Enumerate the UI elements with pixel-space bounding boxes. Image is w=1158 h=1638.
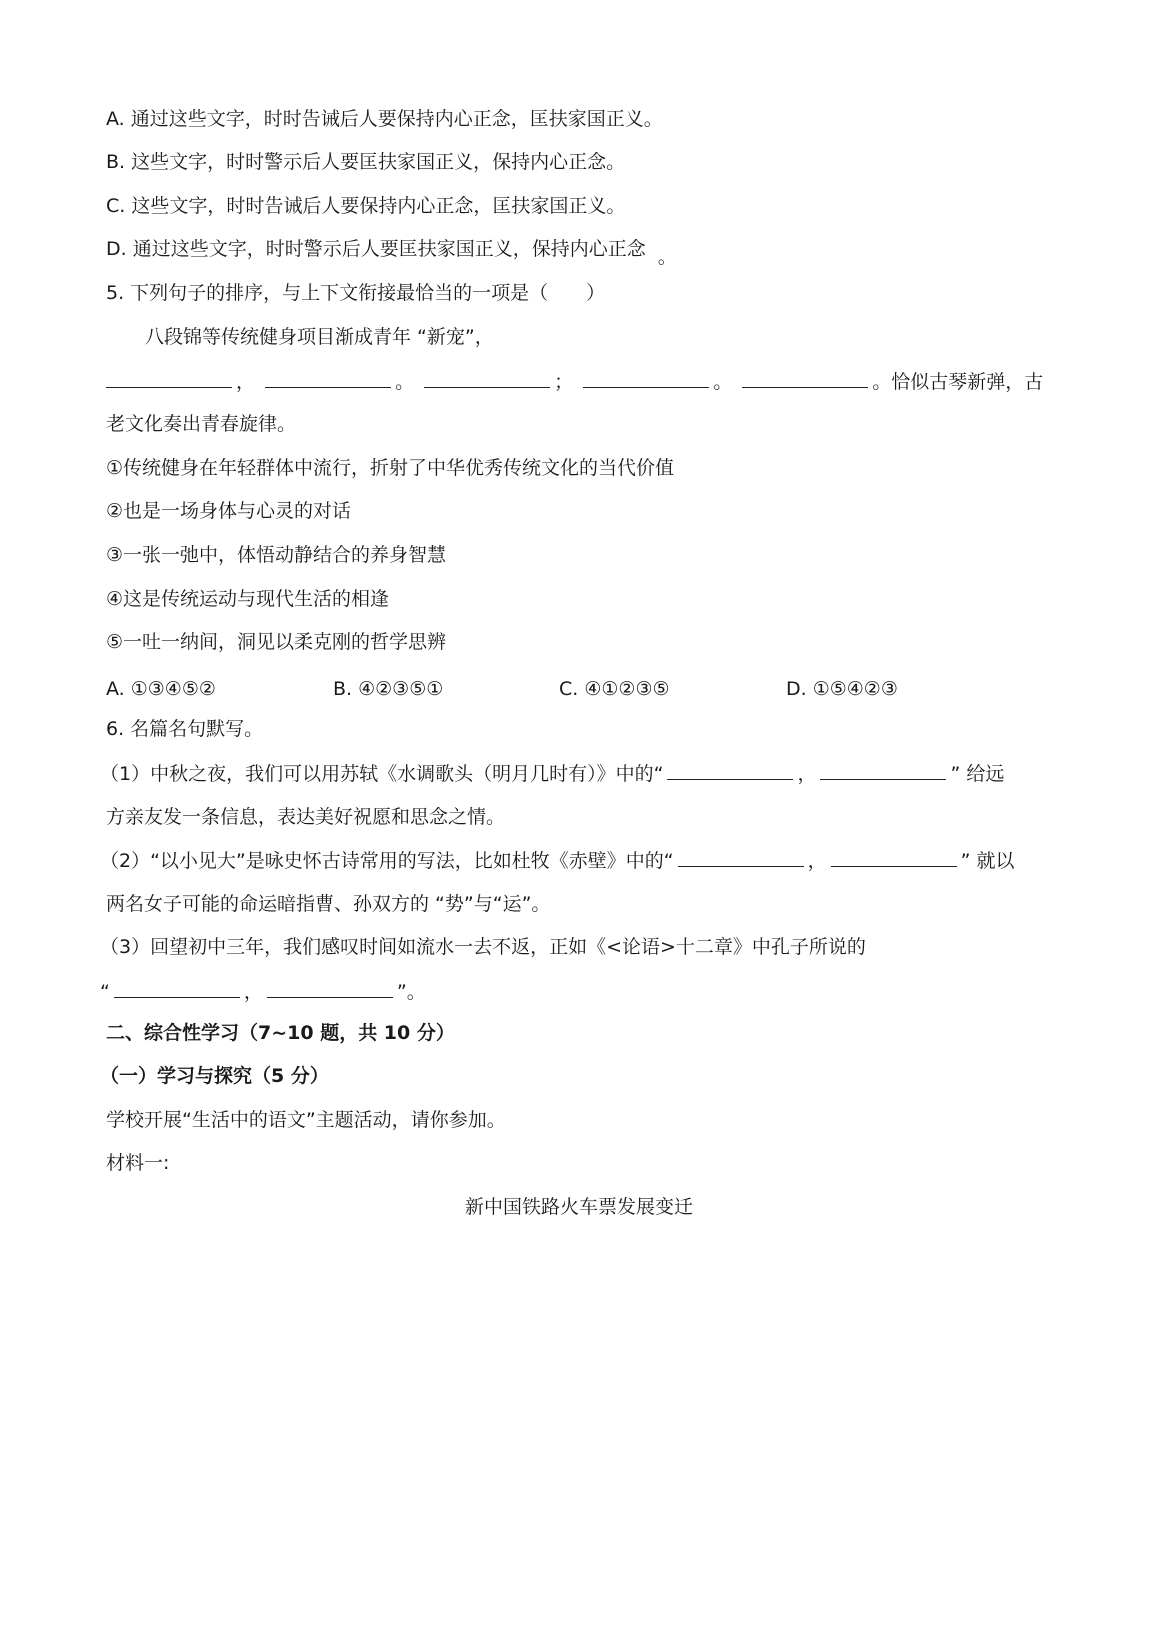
- q6-item-1-text: （1）中秋之夜，我们可以用苏轼《水调歌头（明月几时有）》中的“: [100, 763, 664, 785]
- q5-blank-3[interactable]: [424, 369, 550, 388]
- q4-option-d: [106, 237, 677, 268]
- q5-sentence-5: ⑤一吐一纳间，洞见以柔克刚的哲学思辨: [106, 631, 447, 653]
- q5-blank-5[interactable]: [742, 369, 868, 388]
- q6-item-2-sep: ，: [807, 850, 827, 872]
- q4-option-a: A. 通过这些文字，时时告诫后人要保持内心正念，匡扶家国正义。: [106, 108, 663, 130]
- q5-sep-4: 。: [713, 371, 733, 393]
- q5-continuation: 老文化奏出青春旋律。: [106, 413, 297, 435]
- q6-item-2-blank-1[interactable]: [678, 848, 804, 867]
- q5-blanks-row: [102, 369, 1043, 394]
- q5-stem: 5. 下列句子的排序，与上下文衔接最恰当的一项是（ ）: [106, 282, 606, 304]
- q5-sep-1: ，: [236, 371, 256, 393]
- section-2-title: 二、综合性学习（7~10 题，共 10 分）: [106, 1022, 455, 1044]
- q4-option-b: B. 这些文字，时时警示后人要匡扶家国正义，保持内心正念。: [106, 151, 626, 173]
- q5-sep-3: ；: [554, 371, 574, 393]
- q5-choice-d[interactable]: D. ①⑤④②③: [786, 678, 898, 700]
- q6-item-3-row: [100, 979, 426, 1004]
- q5-sep-2: 。: [395, 371, 415, 393]
- q4-option-d-period: 。: [657, 246, 677, 268]
- q6-item-1-row: [100, 761, 1004, 786]
- material-label: 材料一:: [106, 1152, 170, 1174]
- q6-item-3-close: ”。: [396, 981, 426, 1003]
- q6-item-3-blank-2[interactable]: [267, 979, 393, 998]
- q5-sentence-2: ②也是一场身体与心灵的对话: [106, 500, 352, 522]
- q6-item-2-tail: ” 就以: [960, 850, 1015, 872]
- q6-item-3-text: （3）回望初中三年，我们感叹时间如流水一去不返，正如《<论语>十二章》中孔子所说的: [100, 936, 866, 958]
- q6-item-1-tail: ” 给远: [950, 763, 1005, 785]
- q5-sentence-1: ①传统健身在年轻群体中流行，折射了中华优秀传统文化的当代价值: [106, 457, 675, 479]
- q6-item-2-row: [100, 848, 1015, 873]
- q6-item-2-text: （2）“以小见大”是咏史怀古诗常用的写法，比如杜牧《赤壁》中的“: [100, 850, 674, 872]
- q6-item-2-cont: 两名女子可能的命运暗指曹、孙双方的 “势”与“运”。: [106, 893, 551, 915]
- q6-item-1-blank-2[interactable]: [820, 761, 946, 780]
- q5-sep-5: 。恰似古琴新弹，古: [872, 371, 1044, 393]
- q4-option-c: C. 这些文字，时时告诫后人要保持内心正念，匡扶家国正义。: [106, 195, 626, 217]
- q6-item-2-blank-2[interactable]: [831, 848, 957, 867]
- q5-choice-c[interactable]: C. ④①②③⑤: [559, 678, 670, 700]
- q5-choice-a[interactable]: A. ①③④⑤②: [106, 678, 216, 700]
- q4-option-d-text: D. 通过这些文字，时时警示后人要匡扶家国正义，保持内心正念: [106, 238, 646, 260]
- q5-sentence-4: ④这是传统运动与现代生活的相逢: [106, 588, 390, 610]
- q6-item-3-sep: ，: [243, 981, 263, 1003]
- section-2-subtitle: （一）学习与探究（5 分）: [100, 1065, 329, 1087]
- q5-intro: 八段锦等传统健身项目渐成青年 “新宠”，: [145, 326, 494, 348]
- section-2-intro: 学校开展“生活中的语文”主题活动，请你参加。: [106, 1109, 506, 1131]
- material-title: 新中国铁路火车票发展变迁: [464, 1196, 693, 1218]
- q6-stem: 6. 名篇名句默写。: [106, 718, 264, 740]
- q6-item-3-open-quote: “: [100, 981, 110, 1003]
- q6-item-1-blank-1[interactable]: [667, 761, 793, 780]
- q6-item-3-blank-1[interactable]: [114, 979, 240, 998]
- q5-blank-1[interactable]: [106, 369, 232, 388]
- q6-item-1-cont: 方亲友发一条信息，表达美好祝愿和思念之情。: [106, 806, 506, 828]
- q5-blank-4[interactable]: [583, 369, 709, 388]
- q5-choices: [106, 677, 1006, 701]
- q5-sentence-3: ③一张一弛中，体悟动静结合的养身智慧: [106, 544, 447, 566]
- q5-choice-b[interactable]: B. ④②③⑤①: [333, 678, 444, 700]
- q6-item-1-sep: ，: [797, 763, 817, 785]
- q5-blank-2[interactable]: [265, 369, 391, 388]
